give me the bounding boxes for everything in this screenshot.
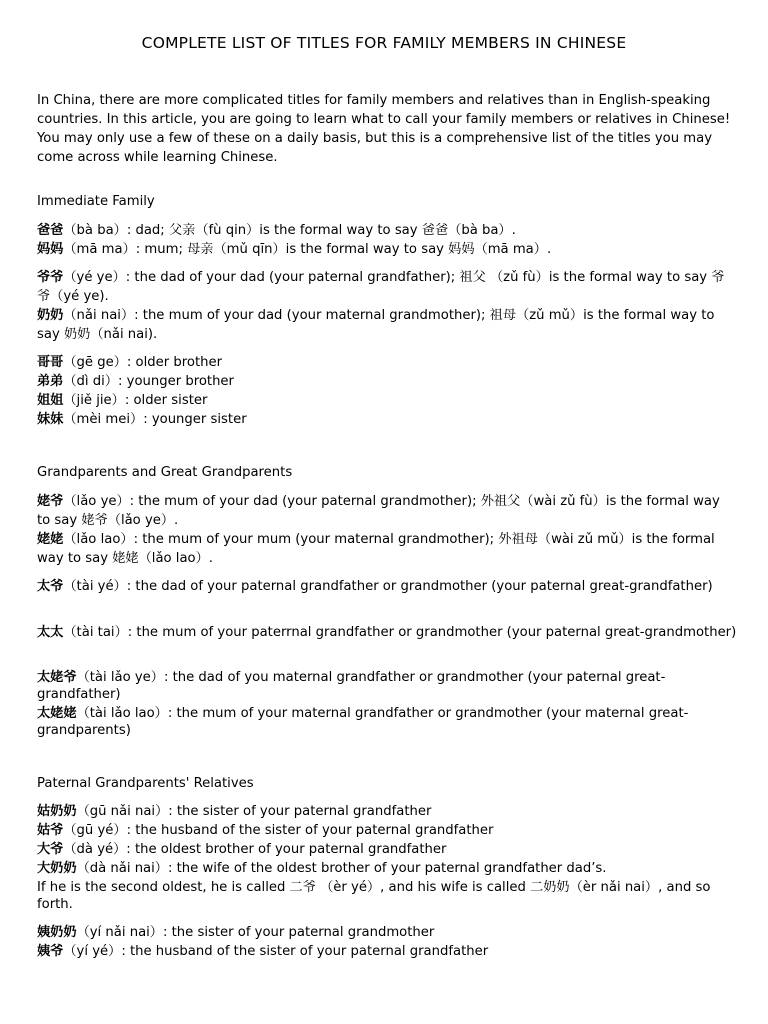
entry-text: （tài lǎo ye）: the dad of you maternal grandfather or grandmother (your paternal great-grandfather) bbox=[37, 670, 666, 702]
entry-text: （gū yé）: the husband of the sister of your paternal grandfather bbox=[63, 823, 494, 838]
entry-text: （tài yé）: the dad of your paternal grandfather or grandmother (your paternal great-grandfather) bbox=[63, 579, 713, 594]
entry-term: 姨奶奶 bbox=[37, 925, 77, 940]
entry-danainai bbox=[37, 860, 737, 877]
entry-text: （dà nǎi nai）: the wife of the oldest brother of your paternal grandfather dad’s. bbox=[76, 861, 607, 876]
entry-text: （tài lǎo lao）: the mum of your maternal grandfather or grandmother (your maternal great-grandparents) bbox=[37, 706, 689, 738]
entry-term: 姐姐 bbox=[37, 393, 64, 408]
entry-text: （dà yé）: the oldest brother of your paternal grandfather bbox=[63, 842, 447, 857]
entry-term: 太姥姥 bbox=[37, 706, 77, 721]
entry-text: （tài tai）: the mum of your paterrnal grandfather or grandmother (your paternal great-grandmother) bbox=[63, 625, 737, 640]
entry-term: 姑奶奶 bbox=[37, 804, 77, 819]
entry-gunainai bbox=[37, 803, 737, 820]
entry-laoye bbox=[37, 492, 737, 530]
section-heading-grandparents: Grandparents and Great Grandparents bbox=[37, 465, 293, 480]
entry-term: 太爷 bbox=[37, 579, 64, 594]
entry-text: （dì di）: younger brother bbox=[63, 374, 234, 389]
entry-yeye bbox=[37, 268, 737, 306]
entry-tailaoye bbox=[37, 669, 737, 703]
entry-tailaolao bbox=[37, 705, 737, 739]
entry-term: 姑爷 bbox=[37, 823, 64, 838]
entry-term: 大爷 bbox=[37, 842, 64, 857]
entry-term: 爷爷 bbox=[37, 270, 64, 285]
section-heading-paternal-relatives: Paternal Grandparents' Relatives bbox=[37, 776, 254, 791]
entry-text: （mèi mei）: younger sister bbox=[63, 412, 247, 427]
entry-term: 大奶奶 bbox=[37, 861, 77, 876]
entry-term: 奶奶 bbox=[37, 308, 64, 323]
entry-guye bbox=[37, 822, 737, 839]
entry-term: 弟弟 bbox=[37, 374, 64, 389]
entry-second-oldest-note bbox=[37, 879, 737, 913]
entry-term: 太姥爷 bbox=[37, 670, 77, 685]
entry-term: 妹妹 bbox=[37, 412, 64, 427]
entry-term: 太太 bbox=[37, 625, 64, 640]
entry-term: 爸爸 bbox=[37, 223, 64, 238]
entry-term: 姥爷 bbox=[37, 494, 64, 509]
entry-taiye bbox=[37, 578, 737, 595]
entry-text: （yí nǎi nai）: the sister of your paternal grandmother bbox=[76, 925, 435, 940]
entry-baba bbox=[37, 221, 737, 240]
entry-didi bbox=[37, 372, 737, 391]
entry-term: 姥姥 bbox=[37, 532, 64, 547]
entry-yinainai bbox=[37, 924, 737, 941]
intro-paragraph: In China, there are more complicated titles for family members and relatives than in English-speaking countries. In this article, you are going to learn what to call your family members or relatives in Chinese! You may only use a few of these on a daily basis, but this is a comprehensive list of the titles you may come across while learning Chinese. bbox=[37, 93, 731, 165]
entry-yiye bbox=[37, 943, 737, 960]
entry-text: （gū nǎi nai）: the sister of your paternal grandfather bbox=[76, 804, 432, 819]
entry-text: （lǎo lao）: the mum of your mum (your maternal grandmother); 外祖母（wài zǔ mǔ）is the formal way to say 姥姥（lǎo lao）. bbox=[37, 532, 715, 566]
entry-daye bbox=[37, 841, 737, 858]
entry-text: （nǎi nai）: the mum of your dad (your maternal grandmother); 祖母（zǔ mǔ）is the formal way to say 奶奶（nǎi nai). bbox=[37, 308, 715, 342]
entry-text: （mā ma）: mum; 母亲（mǔ qīn）is the formal way to say 妈妈（mā ma）. bbox=[63, 242, 552, 257]
entry-term: 妈妈 bbox=[37, 242, 64, 257]
entry-text: （yí yé）: the husband of the sister of your paternal grandfather bbox=[63, 944, 489, 959]
entry-nainai bbox=[37, 306, 737, 344]
entry-text: （bà ba）: dad; 父亲（fù qin）is the formal way to say 爸爸（bà ba）. bbox=[63, 223, 516, 238]
entry-gege bbox=[37, 353, 737, 372]
entry-text: （jiě jie）: older sister bbox=[63, 393, 208, 408]
entry-taitai bbox=[37, 624, 737, 641]
entry-text: （lǎo ye）: the mum of your dad (your paternal grandmother); 外祖父（wài zǔ fù）is the formal way to say 姥爷（lǎo ye）. bbox=[37, 494, 720, 528]
entry-laolao bbox=[37, 530, 737, 568]
entry-mama bbox=[37, 240, 737, 259]
entry-text: （yé ye）: the dad of your dad (your paternal grandfather); 祖父 （zǔ fù）is the formal way to say 爷爷（yé ye). bbox=[37, 270, 725, 304]
entry-text: If he is the second oldest, he is called 二爷 （èr yé）, and his wife is called 二奶奶（èr nǎi nai）, and so forth. bbox=[37, 880, 711, 912]
entry-term: 姨爷 bbox=[37, 944, 64, 959]
entry-jiejie bbox=[37, 391, 737, 410]
section-heading-immediate-family: Immediate Family bbox=[37, 194, 155, 209]
entry-meimei bbox=[37, 410, 737, 429]
entry-text: （gē ge）: older brother bbox=[63, 355, 223, 370]
entry-term: 哥哥 bbox=[37, 355, 64, 370]
page-title: COMPLETE LIST OF TITLES FOR FAMILY MEMBERS IN CHINESE bbox=[141, 34, 627, 52]
